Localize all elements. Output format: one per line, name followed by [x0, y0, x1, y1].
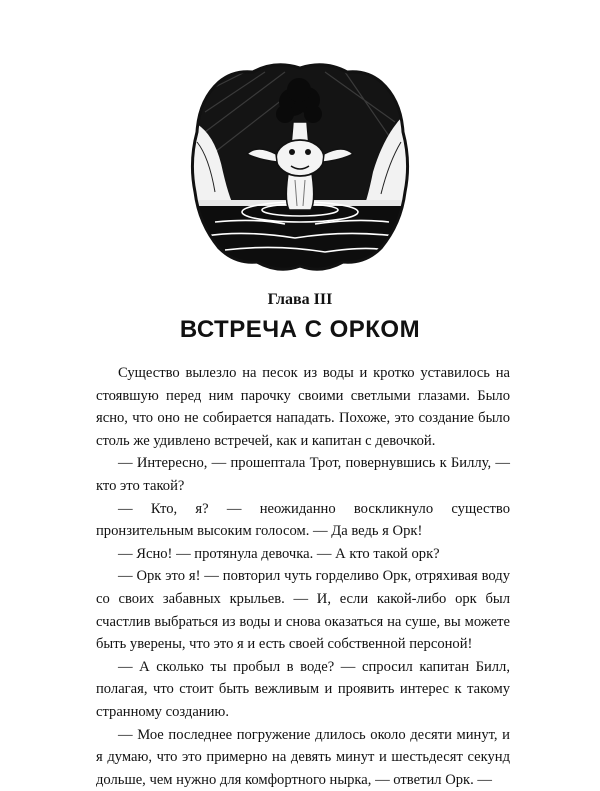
paragraph: — Интересно, — прошептала Трот, повернувшись к Биллу, — кто это такой? — [96, 452, 510, 497]
chapter-title: ВСТРЕЧА С ОРКОМ — [0, 316, 600, 344]
paragraph: — Орк это я! — повторил чуть горделиво Орк, отряхивая воду со своих забавных крыльев. — И, если какой-либо орк был счастлив выбраться из воды и снова оказаться на суше, вы можете быть уверены, что это я и есть своей собственной персоной! — [96, 565, 510, 655]
paragraph: — А сколько ты пробыл в воде? — спросил капитан Билл, полагая, что стоит быть вежливым и проявить интерес к такому странному созданию. — [96, 656, 510, 724]
paragraph: — Кто, я? — неожиданно воскликнуло существо пронзительным высоким голосом. — Да ведь я Орк! — [96, 498, 510, 543]
chapter-text — [96, 362, 510, 791]
paragraph: Существо вылезло на песок из воды и кротко уставилось на стоявшую перед ним парочку своими светлыми глазами. Было ясно, что оно не собирается нападать. Похоже, это создание было столь же удивлено встречей, как и капитан с девочкой. — [96, 362, 510, 452]
chapter-number: Глава III — [0, 291, 600, 309]
orc-emerging-illustration — [175, 62, 425, 272]
paragraph: — Мое последнее погружение длилось около десяти минут, и я думаю, что это примерно на девять минут и шестьдесят секунд дольше, чем нужно для комфортного нырка, — ответил Орк. — — [96, 724, 510, 791]
paragraph: — Ясно! — протянула девочка. — А кто такой орк? — [96, 543, 510, 566]
